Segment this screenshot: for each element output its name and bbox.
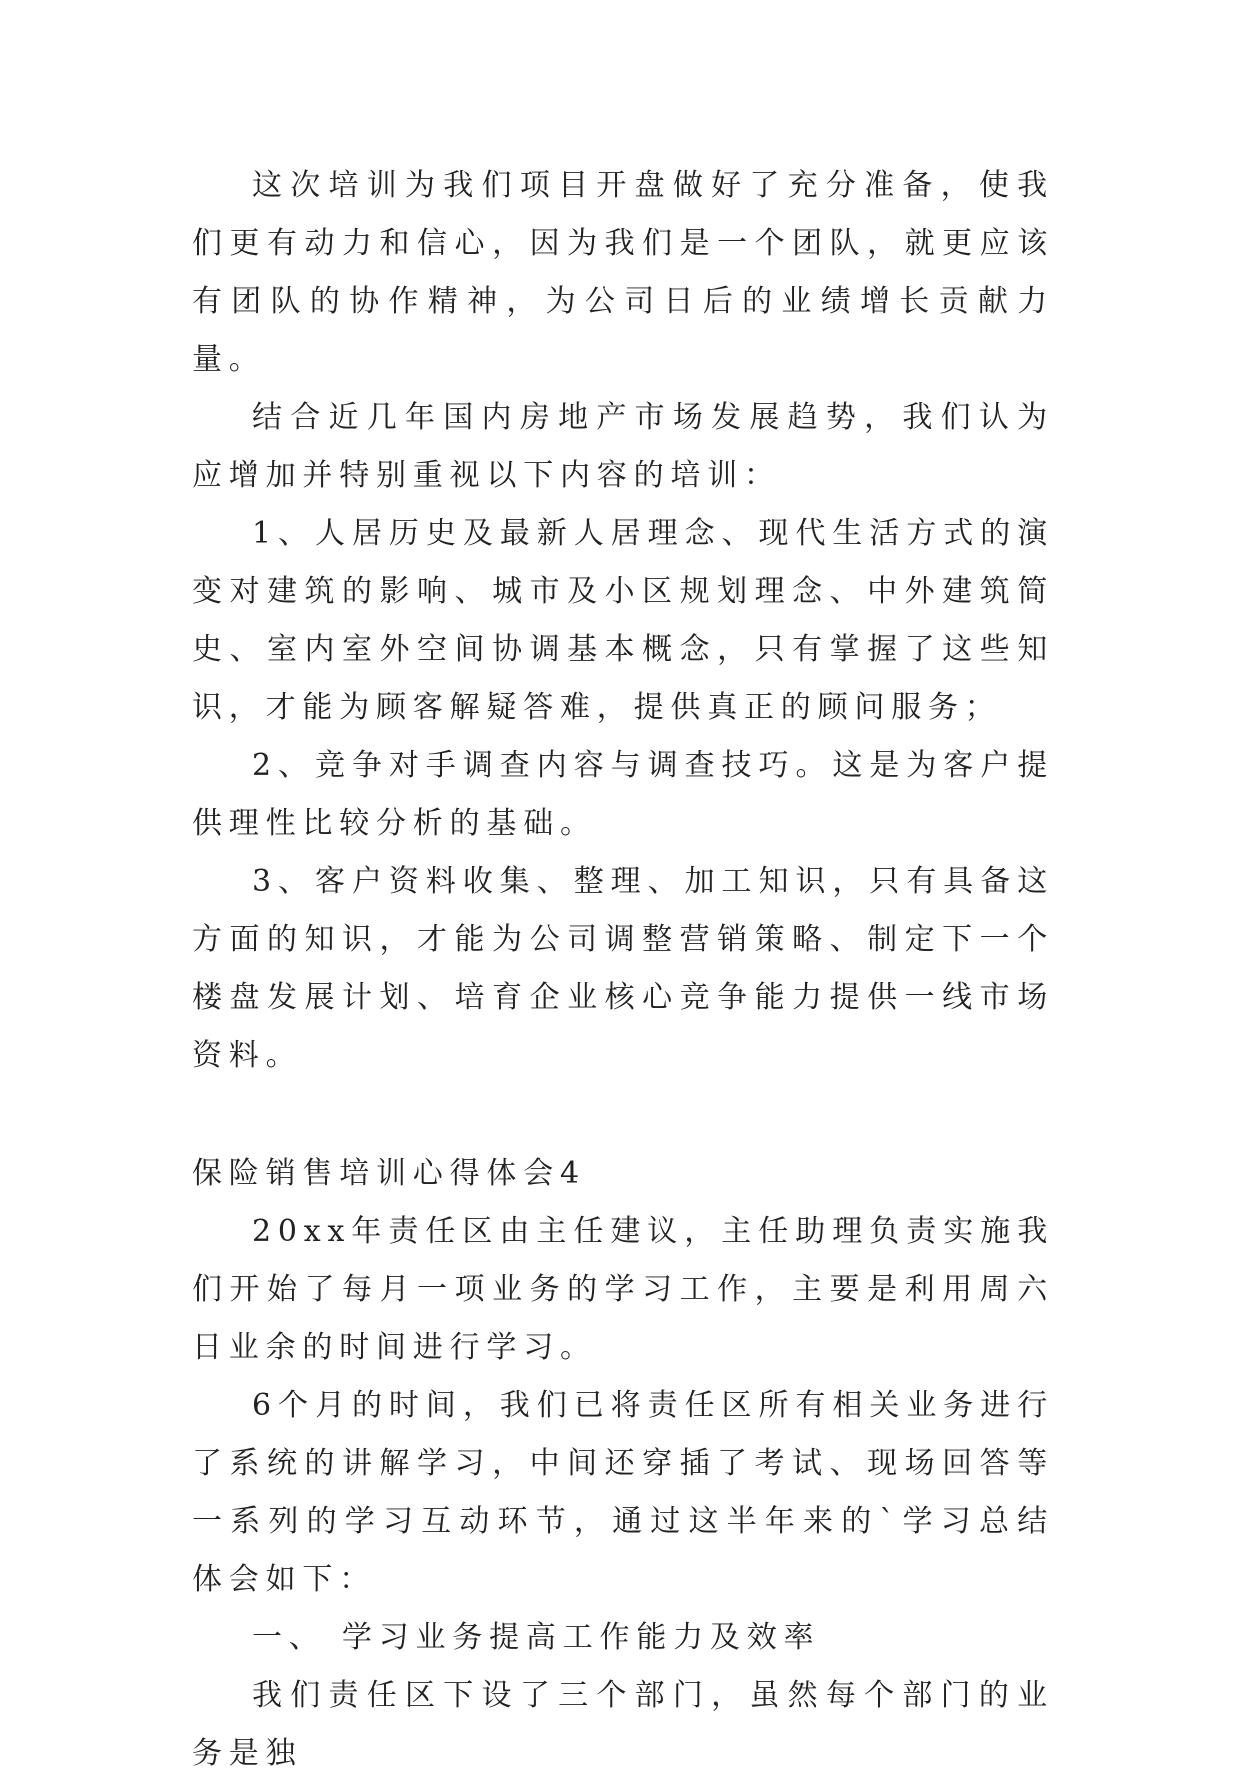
list-item-2: 2、竞争对手调查内容与调查技巧。这是为客户提供理性比较分析的基础。: [192, 748, 1054, 841]
document-body: [192, 157, 1054, 1783]
paragraph-market-trend: 结合近几年国内房地产市场发展趋势，我们认为应增加并特别重视以下内容的培训：: [192, 400, 1054, 493]
subheading-improve-ability: 一、 学习业务提高工作能力及效率: [252, 1620, 821, 1655]
paragraph-departments: 我们责任区下设了三个部门，虽然每个部门的业务是独: [192, 1678, 1054, 1771]
list-item-1: 1、人居历史及最新人居理念、现代生活方式的演变对建筑的影响、城市及小区规划理念、中外建筑简史、室内室外空间协调基本概念，只有掌握了这些知识，才能为顾客解疑答难，提供真正的顾问服务；: [192, 516, 1054, 725]
paragraph-study-plan: 20xx年责任区由主任建议，主任助理负责实施我们开始了每月一项业务的学习工作，主要是利用周六日业余的时间进行学习。: [192, 1214, 1054, 1365]
paragraph-training-preparation: 这次培训为我们项目开盘做好了充分准备，使我们更有动力和信心，因为我们是一个团队，就更应该有团队的协作精神，为公司日后的业绩增长贡献力量。: [192, 168, 1054, 377]
list-item-3: 3、客户资料收集、整理、加工知识，只有具备这方面的知识，才能为公司调整营销策略、制定下一个楼盘发展计划、培育企业核心竞争能力提供一线市场资料。: [192, 864, 1054, 1073]
paragraph-six-months: 6个月的时间，我们已将责任区所有相关业务进行了系统的讲解学习，中间还穿插了考试、现场回答等一系列的学习互动环节，通过这半年来的`学习总结体会如下：: [192, 1388, 1054, 1597]
section-title: 保险销售培训心得体会4: [192, 1156, 586, 1191]
